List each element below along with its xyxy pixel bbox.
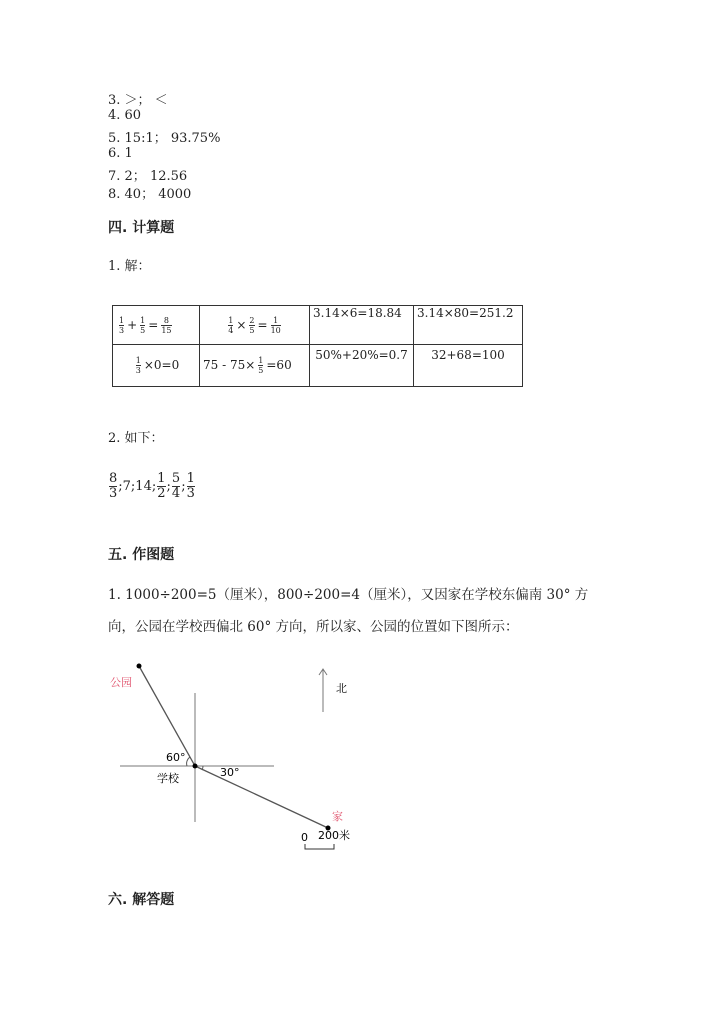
angle-30-label: 30° bbox=[220, 766, 240, 779]
section-4-title: 四. 计算题 bbox=[108, 220, 175, 236]
answer-6: 6. 1 bbox=[108, 146, 133, 161]
answer-7: 7. 2； 12.56 bbox=[108, 169, 188, 184]
scale-bar bbox=[305, 844, 334, 849]
answer-5: 5. 15:1； 93.75% bbox=[108, 131, 221, 146]
scale-zero: 0 bbox=[301, 831, 308, 844]
cell: 75 - 75× $\frac{1}{5}$ =60 bbox=[200, 345, 310, 387]
park-label: 公园 bbox=[110, 676, 132, 689]
cell: 3.14×6=18.84 bbox=[310, 306, 414, 345]
answer-8: 8. 40； 4000 bbox=[108, 187, 192, 202]
q2-label: 2. 如下： bbox=[108, 431, 164, 446]
paragraph-line-1: 1. 1000÷200=5（厘米），800÷200=4（厘米），又因家在学校东偏南 30° 方 bbox=[108, 587, 589, 603]
scale-200m: 200米 bbox=[318, 829, 350, 842]
home-line bbox=[195, 766, 328, 828]
cell: $\frac{1}{4}$ × $\frac{2}{5}$ = $\frac{1}{10}$ bbox=[200, 306, 310, 345]
section-6-title: 六. 解答题 bbox=[108, 892, 175, 908]
answer-4: 4. 60 bbox=[108, 108, 142, 123]
north-label: 北 bbox=[336, 682, 347, 695]
q2-answer: $\frac{8}{3}$ ;7;14; $\frac{1}{2}$ ; $\frac{5}{4}$ ; $\frac{1}{3}$ bbox=[109, 471, 195, 501]
answer-3: 3. ＞； ＜ bbox=[108, 93, 168, 108]
section-5-title: 五. 作图题 bbox=[108, 547, 175, 563]
angle-60-label: 60° bbox=[166, 751, 186, 764]
park-point bbox=[137, 664, 142, 669]
cell: 3.14×80=251.2 bbox=[414, 306, 523, 345]
school-label: 学校 bbox=[157, 772, 179, 785]
angle-arc-60 bbox=[187, 757, 190, 766]
home-label: 家 bbox=[332, 810, 343, 823]
cell: $\frac{1}{3}$ + $\frac{1}{5}$ = $\frac{8}{15}$ bbox=[113, 306, 200, 345]
cell: 32+68=100 bbox=[414, 345, 523, 387]
paragraph-line-2: 向，公园在学校西偏北 60° 方向，所以家、公园的位置如下图所示： bbox=[108, 619, 519, 635]
q1-label: 1. 解： bbox=[108, 259, 151, 274]
school-point bbox=[193, 764, 198, 769]
cell: $\frac{1}{3}$ ×0=0 bbox=[113, 345, 200, 387]
cell: 50%+20%=0.7 bbox=[310, 345, 414, 387]
